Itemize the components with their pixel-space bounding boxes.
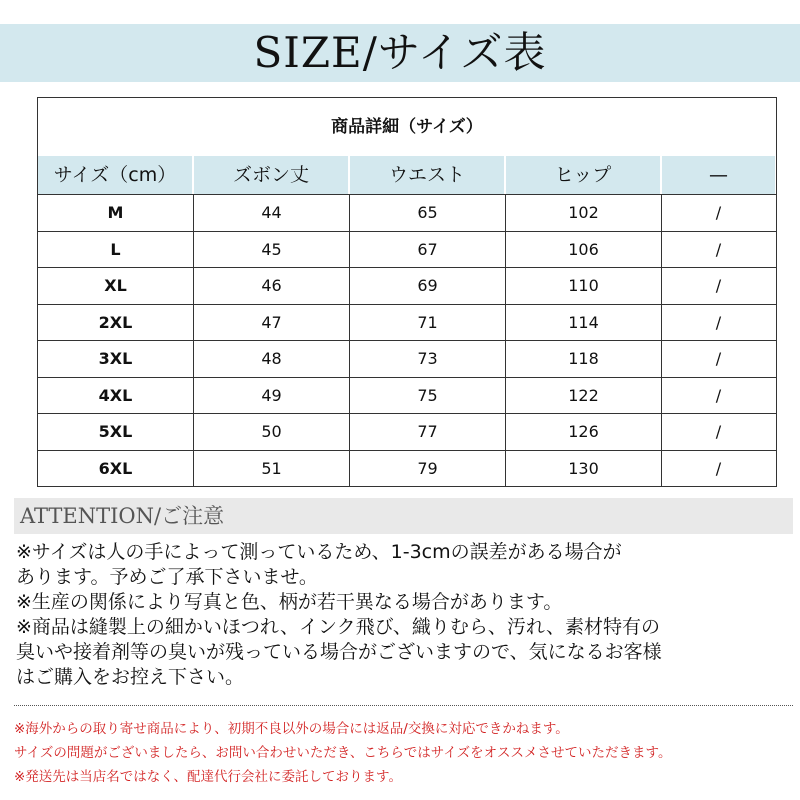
size-label: 4XL [38,378,194,414]
footnote-line: ※発送先は当店名ではなく、配達代行会社に委託しております。 [14,769,402,785]
header-size: サイズ（cm） [38,156,194,194]
length-value: 51 [194,451,350,487]
length-value: 50 [194,414,350,450]
note-line: ※サイズは人の手によって測っているため、1-3cmの誤差がある場合が [16,541,622,563]
waist-value: 67 [350,232,506,268]
length-value: 45 [194,232,350,268]
hip-value: 130 [506,451,662,487]
length-value: 46 [194,268,350,304]
size-label: M [38,195,194,231]
other-value: / [715,458,722,478]
hip-value: 114 [506,305,662,341]
footnote-line: サイズの問題がございましたら、お問い合わせいただき、こちらではサイズをオススメさせていただきます。 [14,745,672,761]
length-value: 44 [194,195,350,231]
length-value: 49 [194,378,350,414]
size-label: 2XL [38,305,194,341]
waist-value: 77 [350,414,506,450]
size-label: XL [38,268,194,304]
table-caption: 商品詳細（サイズ） [331,117,483,137]
hip-value: 126 [506,414,662,450]
attention-heading: ATTENTION/ご注意 [20,504,225,528]
size-label: 6XL [38,451,194,487]
table-row [38,231,776,268]
header-length: ズボン丈 [194,156,350,194]
other-value: / [715,276,722,295]
table-row [38,340,776,377]
waist-value: 69 [350,268,506,304]
note-line: 臭いや接着剤等の臭いが残っている場合がございますので、気になるお客様 [16,641,662,663]
other-value: / [715,422,722,441]
hip-value: 102 [506,195,662,231]
length-value: 48 [194,341,350,377]
table-body [38,194,776,486]
length-value: 47 [194,305,350,341]
waist-value: 73 [350,341,506,377]
table-row [38,377,776,414]
size-table [37,97,777,487]
header-waist: ウエスト [350,156,506,194]
table-row [38,304,776,341]
waist-value: 71 [350,305,506,341]
table-row [38,267,776,304]
other-value: / [715,385,722,405]
hip-value: 122 [506,378,662,414]
other-value: / [715,203,722,222]
other-value: / [715,239,722,259]
header-hip: ヒップ [506,156,662,194]
size-label: 3XL [38,341,194,377]
size-label: L [38,232,194,268]
waist-value: 75 [350,378,506,414]
other-value: / [715,312,722,332]
dotted-divider [14,705,793,706]
hip-value: 110 [506,268,662,304]
note-line: ※商品は縫製上の細かいほつれ、インク飛び、織りむら、汚れ、素材特有の [16,616,661,638]
header-other: — [662,156,775,194]
attention-notes [16,540,791,690]
hip-value: 118 [506,341,662,377]
footnote-line: ※海外からの取り寄せ商品により、初期不良以外の場合には返品/交換に対応できかねます。 [14,721,569,737]
note-line: はご購入をお控え下さい。 [16,666,245,688]
table-row [38,413,776,450]
note-line: あります。予めご了承下さいませ。 [16,566,318,588]
other-value: / [715,349,722,368]
footnotes [14,717,800,789]
page-title: SIZE/サイズ表 [253,28,547,77]
table-row [38,450,776,487]
waist-value: 65 [350,195,506,231]
table-header-row [38,156,776,194]
hip-value: 106 [506,232,662,268]
table-row [38,194,776,231]
waist-value: 79 [350,451,506,487]
note-line: ※生産の関係により写真と色、柄が若干異なる場合があります。 [16,591,563,613]
size-label: 5XL [38,414,194,450]
